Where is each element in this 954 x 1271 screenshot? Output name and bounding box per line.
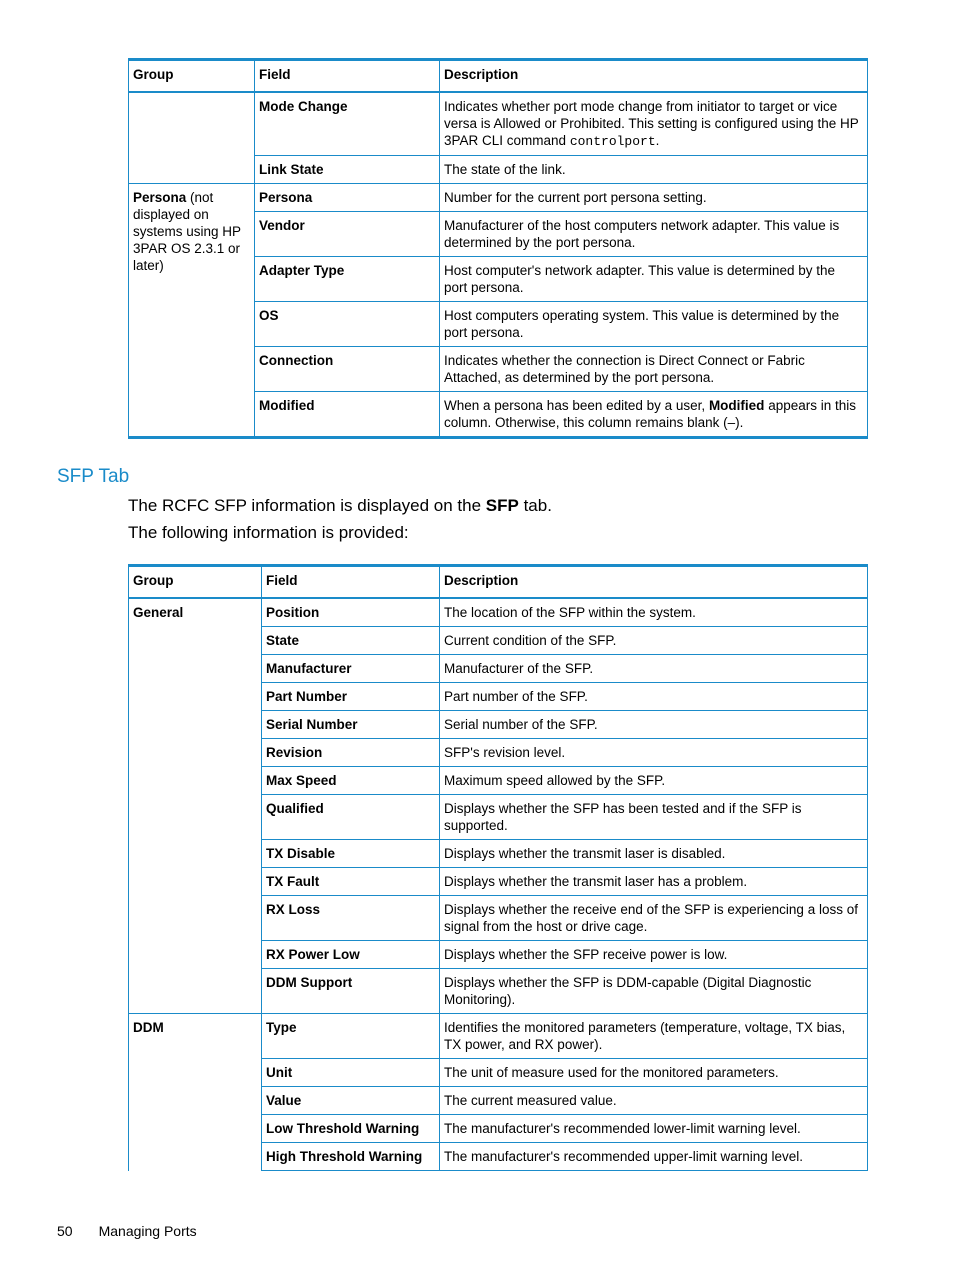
field-cell: Modified: [255, 392, 440, 438]
table-row: [129, 92, 868, 156]
description-cell: Displays whether the transmit laser has a problem.: [440, 868, 868, 896]
table-port-persona: [128, 58, 868, 439]
field-cell: Part Number: [262, 683, 440, 711]
field-cell: Type: [262, 1014, 440, 1059]
field-cell: TX Fault: [262, 868, 440, 896]
description-cell: Displays whether the SFP receive power is low.: [440, 941, 868, 969]
group-cell: Persona (not displayed on systems using HP 3PAR OS 2.3.1 or later): [129, 184, 255, 438]
group-cell: General: [129, 598, 262, 1014]
field-cell: Vendor: [255, 212, 440, 257]
field-cell: Manufacturer: [262, 655, 440, 683]
field-cell: Adapter Type: [255, 257, 440, 302]
description-cell: The unit of measure used for the monitored parameters.: [440, 1059, 868, 1087]
field-cell: TX Disable: [262, 840, 440, 868]
field-cell: Max Speed: [262, 767, 440, 795]
field-cell: Low Threshold Warning: [262, 1115, 440, 1143]
section-title: SFP Tab: [57, 466, 130, 487]
description-cell: Part number of the SFP.: [440, 683, 868, 711]
description-cell: The state of the link.: [440, 156, 868, 184]
intro-paragraph: The RCFC SFP information is displayed on the SFP tab.: [128, 496, 552, 515]
description-cell: Host computers operating system. This value is determined by the port persona.: [440, 302, 868, 347]
description-cell: Identifies the monitored parameters (temperature, voltage, TX bias, TX power, and RX power).: [440, 1014, 868, 1059]
field-cell: Revision: [262, 739, 440, 767]
description-cell: Indicates whether the connection is Direct Connect or Fabric Attached, as determined by the port persona.: [440, 347, 868, 392]
table-sfp: [128, 564, 868, 1171]
description-cell: Number for the current port persona setting.: [440, 184, 868, 212]
description-cell: The current measured value.: [440, 1087, 868, 1115]
description-cell: The manufacturer's recommended lower-limit warning level.: [440, 1115, 868, 1143]
field-cell: RX Power Low: [262, 941, 440, 969]
field-cell: OS: [255, 302, 440, 347]
header-group: Group: [129, 566, 262, 599]
description-cell: Manufacturer of the SFP.: [440, 655, 868, 683]
description-cell: Manufacturer of the host computers network adapter. This value is determined by the port persona.: [440, 212, 868, 257]
field-cell: RX Loss: [262, 896, 440, 941]
description-cell: Displays whether the SFP is DDM-capable (Digital Diagnostic Monitoring).: [440, 969, 868, 1014]
field-cell: Connection: [255, 347, 440, 392]
header-group: Group: [129, 60, 255, 93]
description-cell: Host computer's network adapter. This value is determined by the port persona.: [440, 257, 868, 302]
footer-section-name: Managing Ports: [98, 1223, 197, 1239]
description-cell: Displays whether the transmit laser is disabled.: [440, 840, 868, 868]
header-field: Field: [262, 566, 440, 599]
description-cell: Indicates whether port mode change from initiator to target or vice versa is Allowed or Prohibited. This setting is configured using the HP 3PAR CLI command controlport.: [440, 92, 868, 156]
field-cell: Qualified: [262, 795, 440, 840]
group-cell: DDM: [129, 1014, 262, 1171]
field-cell: Value: [262, 1087, 440, 1115]
table-row: [129, 184, 868, 212]
header-description: Description: [440, 566, 868, 599]
group-cell: [129, 92, 255, 184]
header-description: Description: [440, 60, 868, 93]
intro-paragraph-2: The following information is provided:: [128, 523, 409, 542]
field-cell: High Threshold Warning: [262, 1143, 440, 1171]
description-cell: SFP's revision level.: [440, 739, 868, 767]
field-cell: Persona: [255, 184, 440, 212]
description-cell: Current condition of the SFP.: [440, 627, 868, 655]
description-cell: Displays whether the receive end of the SFP is experiencing a loss of signal from the host or drive cage.: [440, 896, 868, 941]
table-row: [129, 598, 868, 627]
cli-command: controlport: [569, 134, 656, 149]
description-cell: When a persona has been edited by a user, Modified appears in this column. Otherwise, this column remains blank (–).: [440, 392, 868, 438]
page-footer: [57, 1223, 197, 1239]
field-cell: Position: [262, 598, 440, 627]
description-cell: Serial number of the SFP.: [440, 711, 868, 739]
description-cell: The location of the SFP within the system.: [440, 598, 868, 627]
page-number: 50: [57, 1223, 73, 1239]
field-cell: Unit: [262, 1059, 440, 1087]
description-cell: Displays whether the SFP has been tested and if the SFP is supported.: [440, 795, 868, 840]
field-cell: Serial Number: [262, 711, 440, 739]
field-cell: State: [262, 627, 440, 655]
description-cell: Maximum speed allowed by the SFP.: [440, 767, 868, 795]
description-cell: The manufacturer's recommended upper-limit warning level.: [440, 1143, 868, 1171]
field-cell: Link State: [255, 156, 440, 184]
table-row: [129, 1014, 868, 1059]
field-cell: DDM Support: [262, 969, 440, 1014]
field-cell: Mode Change: [255, 92, 440, 156]
header-field: Field: [255, 60, 440, 93]
